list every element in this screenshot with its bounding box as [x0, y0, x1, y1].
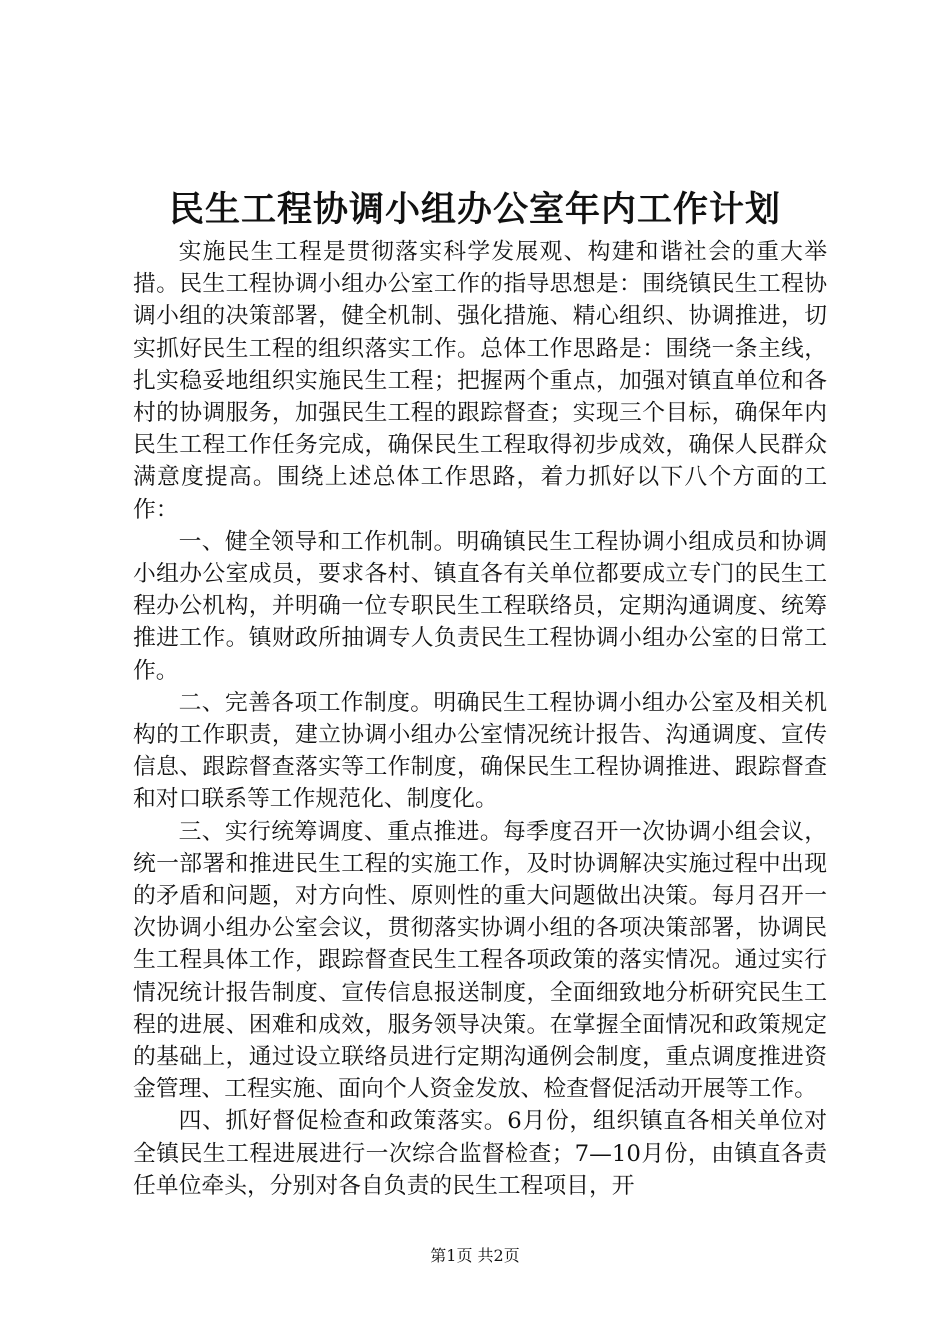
document-title: 民生工程协调小组办公室年内工作计划: [168, 189, 781, 230]
document-body: [133, 236, 827, 1202]
paragraph-intro: 实施民生工程是贯彻落实科学发展观、构建和谐社会的重大举措。民生工程协调小组办公室工作的指导思想是：围绕镇民生工程协调小组的决策部署，健全机制、强化措施、精心组织、协调推进，切实抓好民生工程的组织落实工作。总体工作思路是：围绕一条主线，扎实稳妥地组织实施民生工程；把握两个重点，加强对镇直单位和各村的协调服务，加强民生工程的跟踪督查；实现三个目标，确保年内民生工程工作任务完成，确保民生工程取得初步成效，确保人民群众满意度提高。围绕上述总体工作思路，着力抓好以下八个方面的工作：: [133, 239, 827, 523]
page-number-footer: 第1页 共2页: [430, 1246, 520, 1265]
paragraph-section-1: 一、健全领导和工作机制。明确镇民生工程协调小组成员和协调小组办公室成员，要求各村、镇直各有关单位都要成立专门的民生工程办公机构，并明确一位专职民生工程联络员，定期沟通调度、统筹推进工作。镇财政所抽调专人负责民生工程协调小组办公室的日常工作。: [133, 528, 827, 684]
paragraph-section-3: 三、实行统筹调度、重点推进。每季度召开一次协调小组会议，统一部署和推进民生工程的实施工作，及时协调解决实施过程中出现的矛盾和问题，对方向性、原则性的重大问题做出决策。每月召开一次协调小组办公室会议，贯彻落实协调小组的各项决策部署，协调民生工程具体工作，跟踪督查民生工程各项政策的落实情况。通过实行情况统计报告制度、宣传信息报送制度，全面细致地分析研究民生工程的进展、困难和成效，服务领导决策。在掌握全面情况和政策规定的基础上，通过设立联络员进行定期沟通例会制度，重点调度推进资金管理、工程实施、面向个人资金发放、检查督促活动开展等工作。: [133, 818, 827, 1103]
paragraph-section-2: 二、完善各项工作制度。明确民生工程协调小组办公室及相关机构的工作职责，建立协调小组办公室情况统计报告、沟通调度、宣传信息、跟踪督查落实等工作制度，确保民生工程协调推进、跟踪督查和对口联系等工作规范化、制度化。: [133, 689, 827, 813]
paragraph-section-4: 四、抓好督促检查和政策落实。6月份，组织镇直各相关单位对全镇民生工程进展进行一次综合监督检查；7—10月份，由镇直各责任单位牵头，分别对各自负责的民生工程项目，开: [133, 1108, 827, 1199]
